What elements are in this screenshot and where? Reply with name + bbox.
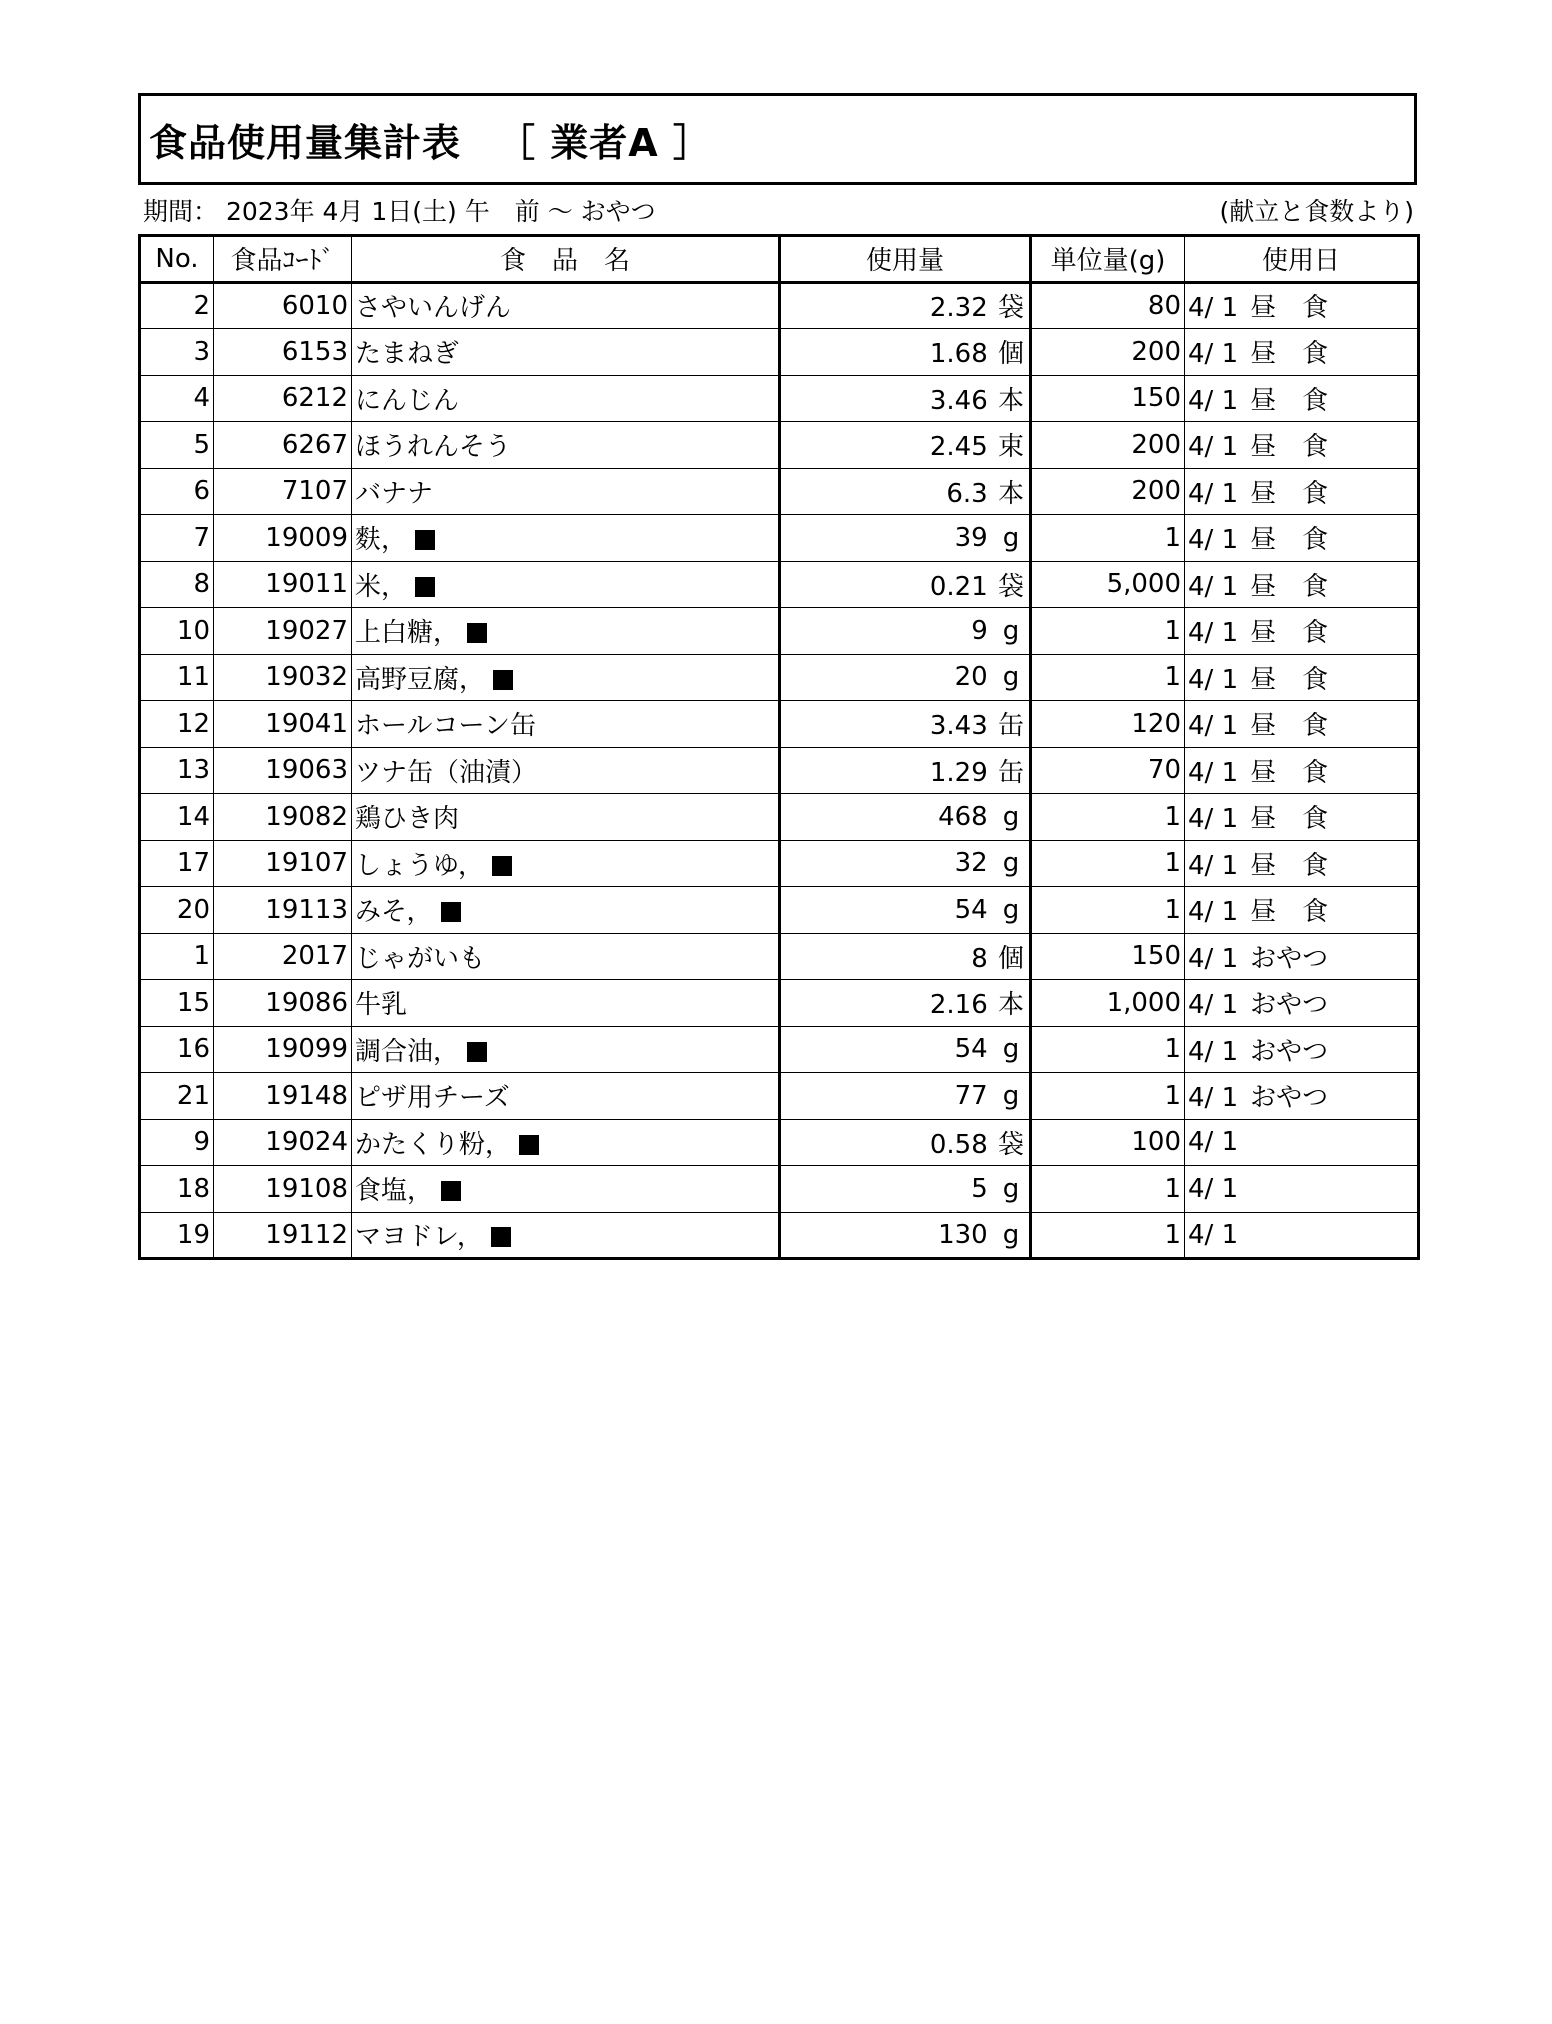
amount-value: 2.16	[929, 990, 988, 1021]
period-info	[143, 192, 656, 228]
col-header-no: No.	[140, 236, 214, 283]
amount-unit: g	[1002, 522, 1020, 553]
cell-name	[352, 1073, 780, 1120]
amount-unit: g	[1002, 662, 1020, 693]
table-row	[140, 515, 1419, 562]
cell-no: 13	[140, 747, 214, 794]
table-row	[140, 1212, 1419, 1259]
table-row	[140, 375, 1419, 422]
amount-value: 3.46	[929, 385, 988, 416]
food-name: 食塩，	[355, 1176, 434, 1207]
amount-value: 1.29	[929, 757, 988, 788]
date-value: 4/ 1	[1188, 293, 1239, 324]
table-row	[140, 1119, 1419, 1166]
cell-code: 6212	[214, 375, 352, 422]
cell-unit-qty: 120	[1031, 701, 1185, 748]
food-name: さやいんげん	[355, 293, 512, 324]
cell-date	[1185, 282, 1419, 329]
cell-code: 19112	[214, 1212, 352, 1259]
amount-unit: 袋	[997, 1129, 1024, 1160]
cell-name	[352, 747, 780, 794]
amount-value: 1.68	[929, 339, 988, 370]
meal-value: 昼 食	[1250, 850, 1329, 881]
amount-unit: g	[1002, 848, 1020, 879]
redaction-mark	[441, 902, 461, 922]
meal-value: 昼 食	[1250, 757, 1329, 788]
cell-no: 15	[140, 980, 214, 1027]
meal-value: おやつ	[1250, 1036, 1329, 1067]
table-row	[140, 1026, 1419, 1073]
cell-unit-qty: 200	[1031, 422, 1185, 469]
cell-date	[1185, 1119, 1419, 1166]
cell-amount	[780, 515, 1031, 562]
cell-code: 19108	[214, 1166, 352, 1213]
cell-date	[1185, 1073, 1419, 1120]
table-row	[140, 933, 1419, 980]
table-row	[140, 1166, 1419, 1213]
amount-value: 8	[971, 943, 988, 974]
food-name: 牛乳	[355, 990, 408, 1021]
cell-amount	[780, 747, 1031, 794]
source-note: (献立と食数より)	[1219, 197, 1414, 226]
cell-date	[1185, 329, 1419, 376]
cell-no: 3	[140, 329, 214, 376]
cell-date	[1185, 515, 1419, 562]
table-row	[140, 701, 1419, 748]
redaction-mark	[492, 856, 512, 876]
table-row	[140, 747, 1419, 794]
cell-code: 7107	[214, 468, 352, 515]
food-name: 上白糖，	[355, 618, 460, 649]
meal-value: 昼 食	[1250, 293, 1329, 324]
cell-code: 19011	[214, 561, 352, 608]
amount-value: 77	[954, 1080, 988, 1111]
col-header-date: 使用日	[1185, 236, 1419, 283]
cell-date	[1185, 794, 1419, 841]
food-name: みそ，	[355, 897, 433, 928]
amount-value: 468	[938, 801, 988, 832]
table-row	[140, 887, 1419, 934]
cell-no: 1	[140, 933, 214, 980]
cell-name	[352, 1166, 780, 1213]
cell-amount	[780, 561, 1031, 608]
table-row	[140, 282, 1419, 329]
cell-code: 6267	[214, 422, 352, 469]
food-name: ホールコーン缶	[355, 711, 536, 742]
food-name: 麩，	[355, 525, 408, 556]
amount-unit: g	[1002, 801, 1020, 832]
cell-unit-qty: 1	[1031, 794, 1185, 841]
cell-no: 21	[140, 1073, 214, 1120]
date-value: 4/ 1	[1188, 1083, 1239, 1114]
cell-amount	[780, 701, 1031, 748]
date-value: 4/ 1	[1188, 711, 1239, 742]
cell-code: 19099	[214, 1026, 352, 1073]
cell-unit-qty: 80	[1031, 282, 1185, 329]
cell-amount	[780, 282, 1031, 329]
meal-value: 昼 食	[1250, 478, 1329, 509]
food-name: ほうれんそう	[355, 432, 512, 463]
cell-name	[352, 1026, 780, 1073]
redaction-mark	[415, 530, 435, 550]
food-name: 米，	[355, 571, 408, 602]
cell-amount	[780, 468, 1031, 515]
amount-unit: 本	[997, 990, 1024, 1021]
cell-name	[352, 561, 780, 608]
cell-no: 17	[140, 840, 214, 887]
food-name: 鶏ひき肉	[355, 804, 460, 835]
cell-code: 19009	[214, 515, 352, 562]
table-row	[140, 422, 1419, 469]
amount-unit: g	[1002, 615, 1020, 646]
cell-date	[1185, 701, 1419, 748]
cell-amount	[780, 1119, 1031, 1166]
meal-value: 昼 食	[1250, 711, 1329, 742]
cell-name	[352, 468, 780, 515]
date-value: 4/ 1	[1188, 432, 1239, 463]
cell-name	[352, 980, 780, 1027]
col-header-code: 食品ｺｰﾄﾞ	[214, 236, 352, 283]
meal-value: 昼 食	[1250, 432, 1329, 463]
cell-name	[352, 515, 780, 562]
amount-value: 130	[938, 1219, 988, 1250]
table-row	[140, 608, 1419, 655]
cell-unit-qty: 1	[1031, 1073, 1185, 1120]
redaction-mark	[467, 1042, 487, 1062]
cell-date	[1185, 654, 1419, 701]
period-value: 2023年 4月 1日(土) 午 前 〜 おやつ	[225, 197, 656, 226]
food-name: かたくり粉，	[355, 1129, 512, 1160]
cell-name	[352, 329, 780, 376]
redaction-mark	[467, 623, 487, 643]
date-value: 4/ 1	[1188, 804, 1239, 835]
cell-amount	[780, 375, 1031, 422]
table-row	[140, 794, 1419, 841]
food-usage-table	[138, 234, 1420, 1260]
col-header-name: 食 品 名	[352, 236, 780, 283]
cell-code: 2017	[214, 933, 352, 980]
meal-value: 昼 食	[1250, 571, 1329, 602]
amount-unit: g	[1002, 1173, 1020, 1204]
cell-code: 6153	[214, 329, 352, 376]
cell-code: 19113	[214, 887, 352, 934]
food-name: にんじん	[355, 385, 460, 416]
cell-date	[1185, 1212, 1419, 1259]
cell-code: 6010	[214, 282, 352, 329]
amount-unit: g	[1002, 1080, 1020, 1111]
cell-amount	[780, 1166, 1031, 1213]
meal-value: 昼 食	[1250, 664, 1329, 695]
col-header-amount: 使用量	[780, 236, 1031, 283]
amount-unit: 個	[997, 943, 1024, 974]
cell-code: 19082	[214, 794, 352, 841]
cell-no: 7	[140, 515, 214, 562]
meal-value: 昼 食	[1250, 804, 1329, 835]
cell-unit-qty: 1,000	[1031, 980, 1185, 1027]
meal-value: 昼 食	[1250, 385, 1329, 416]
date-value: 4/ 1	[1188, 757, 1239, 788]
amount-unit: 缶	[997, 757, 1024, 788]
cell-amount	[780, 422, 1031, 469]
amount-unit: g	[1002, 894, 1020, 925]
meal-value: 昼 食	[1250, 897, 1329, 928]
meal-value: 昼 食	[1250, 339, 1329, 370]
title-box	[138, 93, 1417, 185]
cell-unit-qty: 1	[1031, 840, 1185, 887]
amount-value: 2.45	[929, 432, 988, 463]
cell-unit-qty: 1	[1031, 887, 1185, 934]
cell-unit-qty: 1	[1031, 654, 1185, 701]
date-value: 4/ 1	[1188, 1036, 1239, 1067]
cell-no: 20	[140, 887, 214, 934]
cell-date	[1185, 468, 1419, 515]
food-name: バナナ	[355, 478, 434, 509]
cell-name	[352, 1212, 780, 1259]
meal-value: おやつ	[1250, 943, 1329, 974]
cell-code: 19107	[214, 840, 352, 887]
cell-name	[352, 608, 780, 655]
amount-value: 2.32	[929, 293, 988, 324]
cell-no: 5	[140, 422, 214, 469]
date-value: 4/ 1	[1188, 571, 1239, 602]
cell-date	[1185, 980, 1419, 1027]
amount-value: 6.3	[946, 478, 988, 509]
amount-unit: 束	[997, 432, 1024, 463]
cell-no: 19	[140, 1212, 214, 1259]
table-row	[140, 329, 1419, 376]
date-value: 4/ 1	[1188, 339, 1239, 370]
redaction-mark	[493, 670, 513, 690]
cell-no: 11	[140, 654, 214, 701]
cell-date	[1185, 840, 1419, 887]
table-row	[140, 1073, 1419, 1120]
cell-no: 2	[140, 282, 214, 329]
amount-unit: 個	[997, 339, 1024, 370]
cell-code: 19086	[214, 980, 352, 1027]
cell-code: 19024	[214, 1119, 352, 1166]
food-name: 高野豆腐，	[355, 664, 486, 695]
cell-name	[352, 701, 780, 748]
cell-date	[1185, 561, 1419, 608]
meal-value: 昼 食	[1250, 618, 1329, 649]
cell-unit-qty: 150	[1031, 375, 1185, 422]
amount-value: 54	[954, 1034, 988, 1065]
vendor-label: ［ 業者A ］	[497, 120, 712, 165]
date-value: 4/ 1	[1188, 664, 1239, 695]
cell-amount	[780, 608, 1031, 655]
cell-date	[1185, 1166, 1419, 1213]
cell-code: 19041	[214, 701, 352, 748]
page-title: 食品使用量集計表	[149, 120, 462, 165]
food-name: ピザ用チーズ	[355, 1083, 510, 1114]
cell-no: 10	[140, 608, 214, 655]
cell-no: 16	[140, 1026, 214, 1073]
amount-value: 0.58	[929, 1129, 988, 1160]
cell-amount	[780, 654, 1031, 701]
cell-no: 4	[140, 375, 214, 422]
cell-no: 6	[140, 468, 214, 515]
cell-name	[352, 794, 780, 841]
meal-value: おやつ	[1250, 1083, 1329, 1114]
period-label: 期間：	[143, 197, 219, 226]
cell-unit-qty: 100	[1031, 1119, 1185, 1166]
redaction-mark	[441, 1181, 461, 1201]
amount-value: 0.21	[929, 571, 988, 602]
period-line	[143, 190, 1414, 230]
cell-unit-qty: 1	[1031, 1212, 1185, 1259]
cell-amount	[780, 794, 1031, 841]
amount-value: 9	[971, 615, 988, 646]
amount-unit: 缶	[997, 711, 1024, 742]
date-value: 4/ 1	[1188, 897, 1239, 928]
amount-value: 20	[954, 662, 988, 693]
cell-amount	[780, 840, 1031, 887]
cell-unit-qty: 1	[1031, 1166, 1185, 1213]
cell-date	[1185, 422, 1419, 469]
amount-unit: 本	[997, 478, 1024, 509]
cell-date	[1185, 375, 1419, 422]
meal-value: 昼 食	[1250, 525, 1329, 556]
cell-amount	[780, 1212, 1031, 1259]
food-name: 調合油，	[355, 1036, 460, 1067]
date-value: 4/ 1	[1188, 1173, 1239, 1204]
cell-no: 12	[140, 701, 214, 748]
meal-value: おやつ	[1250, 990, 1329, 1021]
table-header-row	[140, 236, 1419, 283]
cell-amount	[780, 980, 1031, 1027]
table-row	[140, 654, 1419, 701]
cell-amount	[780, 1026, 1031, 1073]
cell-no: 9	[140, 1119, 214, 1166]
cell-name	[352, 654, 780, 701]
date-value: 4/ 1	[1188, 385, 1239, 416]
redaction-mark	[491, 1227, 511, 1247]
cell-unit-qty: 5,000	[1031, 561, 1185, 608]
cell-name	[352, 1119, 780, 1166]
amount-value: 32	[954, 848, 988, 879]
food-name: たまねぎ	[355, 339, 460, 370]
table-row	[140, 840, 1419, 887]
cell-no: 14	[140, 794, 214, 841]
cell-code: 19032	[214, 654, 352, 701]
cell-amount	[780, 329, 1031, 376]
table-row	[140, 468, 1419, 515]
cell-unit-qty: 150	[1031, 933, 1185, 980]
amount-value: 39	[954, 522, 988, 553]
cell-no: 8	[140, 561, 214, 608]
cell-code: 19027	[214, 608, 352, 655]
amount-value: 5	[971, 1173, 988, 1204]
cell-unit-qty: 70	[1031, 747, 1185, 794]
cell-unit-qty: 200	[1031, 329, 1185, 376]
cell-name	[352, 840, 780, 887]
amount-value: 3.43	[929, 711, 988, 742]
cell-name	[352, 422, 780, 469]
cell-unit-qty: 1	[1031, 608, 1185, 655]
cell-name	[352, 282, 780, 329]
cell-name	[352, 375, 780, 422]
cell-date	[1185, 933, 1419, 980]
food-name: マヨドレ，	[355, 1222, 483, 1253]
cell-no: 18	[140, 1166, 214, 1213]
cell-amount	[780, 1073, 1031, 1120]
cell-unit-qty: 1	[1031, 515, 1185, 562]
cell-unit-qty: 200	[1031, 468, 1185, 515]
table-row	[140, 561, 1419, 608]
cell-name	[352, 933, 780, 980]
table-body	[140, 282, 1419, 1259]
date-value: 4/ 1	[1188, 478, 1239, 509]
redaction-mark	[415, 577, 435, 597]
amount-unit: g	[1002, 1219, 1020, 1250]
date-value: 4/ 1	[1188, 1219, 1239, 1250]
date-value: 4/ 1	[1188, 850, 1239, 881]
cell-unit-qty: 1	[1031, 1026, 1185, 1073]
cell-name	[352, 887, 780, 934]
cell-code: 19148	[214, 1073, 352, 1120]
date-value: 4/ 1	[1188, 525, 1239, 556]
cell-date	[1185, 1026, 1419, 1073]
food-name: しょうゆ，	[355, 850, 484, 881]
date-value: 4/ 1	[1188, 1127, 1239, 1158]
cell-amount	[780, 887, 1031, 934]
cell-code: 19063	[214, 747, 352, 794]
amount-unit: 袋	[997, 571, 1024, 602]
amount-unit: 本	[997, 385, 1024, 416]
food-name: じゃがいも	[355, 943, 486, 974]
redaction-mark	[519, 1135, 539, 1155]
amount-unit: 袋	[997, 293, 1024, 324]
food-name: ツナ缶（油漬）	[355, 757, 538, 788]
date-value: 4/ 1	[1188, 943, 1239, 974]
amount-value: 54	[954, 894, 988, 925]
date-value: 4/ 1	[1188, 990, 1239, 1021]
table-row	[140, 980, 1419, 1027]
date-value: 4/ 1	[1188, 618, 1239, 649]
col-header-unit-qty: 単位量(g)	[1031, 236, 1185, 283]
amount-unit: g	[1002, 1034, 1020, 1065]
cell-amount	[780, 933, 1031, 980]
cell-date	[1185, 608, 1419, 655]
cell-date	[1185, 887, 1419, 934]
cell-date	[1185, 747, 1419, 794]
